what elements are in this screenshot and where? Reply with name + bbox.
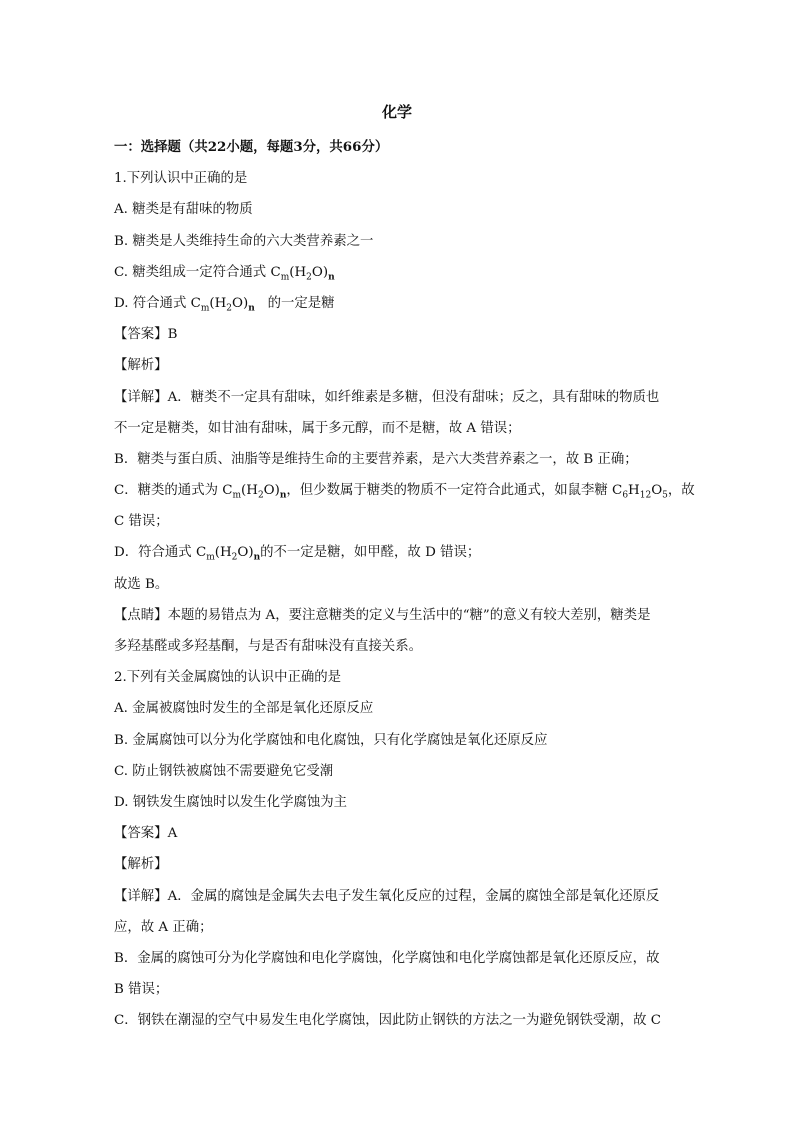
formula-sub-5: 5 [662, 490, 668, 501]
q2-option-b: B. 金属腐蚀可以分为化学腐蚀和电化腐蚀，只有化学腐蚀是氧化还原反应 [114, 732, 548, 748]
q1-option-c-text: C. 糖类组成一定符合通式 C [114, 264, 281, 280]
q2-detail-b-line1: B．金属的腐蚀可分为化学腐蚀和电化学腐蚀，化学腐蚀和电化学腐蚀都是氧化还原反应，故 [114, 950, 660, 966]
q1-detail-a-line2: 不一定是糖类，如甘油有甜味，属于多元醇，而不是糖，故 A 错误； [114, 420, 521, 436]
formula-o: O) [232, 295, 249, 311]
formula-sub-m: m [200, 303, 210, 314]
q1-conclusion: 故选 B。 [114, 576, 169, 592]
formula-h: H [628, 483, 640, 499]
q1-detail-c-line2: C 错误； [114, 514, 169, 530]
answer-value: B [167, 327, 178, 343]
formula-sub-12: 12 [639, 490, 652, 501]
q2-option-a: A. 金属被腐蚀时发生的全部是氧化还原反应 [114, 701, 374, 717]
formula-sub-n: n [328, 272, 335, 283]
q2-detail-b-line2: B 错误； [114, 982, 169, 998]
formula-sub-6: 6 [622, 490, 629, 501]
formula-sub-2: 2 [257, 490, 264, 501]
formula-sub-m: m [232, 490, 242, 501]
q2-detail-c-line1: C．钢铁在潮湿的空气中易发生电化学腐蚀，因此防止钢铁的方法之一为避免钢铁受潮，故 C [114, 1013, 661, 1029]
formula-sub-n: n [253, 553, 261, 564]
detail-text: C．糖类的通式为 C [114, 483, 233, 499]
q1-detail-b: B．糖类与蛋白质、油脂等是维持生命的主要营养素，是六大类营养素之一，故 B 正确； [114, 451, 638, 467]
formula-sub-2: 2 [226, 303, 233, 314]
q1-option-d-suffix: 的一定是糖 [267, 295, 335, 311]
formula-sub-2: 2 [231, 553, 238, 564]
formula-h: (H [209, 295, 227, 311]
formula-o: O) [263, 483, 280, 499]
detail-label: 【详解】 [114, 389, 168, 405]
formula-o: O) [311, 264, 329, 280]
formula-sub-m: m [206, 553, 215, 564]
section-heading: 一：选择题（共22小题，每题3分，共66分） [114, 139, 389, 155]
q1-detail-d [114, 537, 684, 568]
detail-text: 的不一定是糖，如甲醛，故 D 错误； [260, 545, 481, 561]
q1-option-d-text: D. 符合通式 C [114, 295, 201, 311]
answer-label: 【答案】 [114, 327, 168, 343]
formula-h: (H [289, 264, 307, 280]
formula-sub-n: n [279, 490, 287, 501]
q1-answer [114, 319, 684, 350]
q2-answer [114, 818, 684, 849]
document-body [114, 132, 695, 1036]
q2-option-d: D. 钢铁发生腐蚀时以发生化学腐蚀为主 [114, 794, 348, 810]
q1-option-a: A. 糖类是有甜味的物质 [114, 202, 253, 218]
q2-option-c: C. 防止钢铁被腐蚀不需要避免它受潮 [114, 763, 334, 779]
q1-tip-line2: 多羟基醛或多羟基酮，与是否有甜味没有直接关系。 [114, 639, 422, 654]
formula-h: (H [214, 545, 232, 561]
q1-tip-line1 [114, 600, 684, 631]
detail-text: ，故 [667, 483, 695, 499]
formula-h: (H [241, 483, 258, 499]
q2-detail-a-line1 [114, 881, 684, 912]
formula-sub-m: m [280, 272, 290, 283]
formula-o: O) [237, 545, 254, 561]
q1-analysis-label: 【解析】 [114, 358, 168, 374]
detail-text: D．符合通式 C [114, 545, 207, 561]
q1-stem: 1.下列认识中正确的是 [114, 171, 248, 187]
q2-detail-a-line2: 应，故 A 正确； [114, 919, 213, 935]
detail-label: 【详解】 [114, 888, 168, 904]
formula-o: O [651, 483, 663, 499]
detail-text: A．金属的腐蚀是金属失去电子发生氧化反应的过程，金属的腐蚀全部是氧化还原反 [167, 888, 660, 904]
tip-text: 本题的易错点为 A，要注意糖类的定义与生活中的“糖”的意义有较大差别，糖类是 [167, 607, 651, 623]
tip-label: 【点睛】 [114, 607, 168, 623]
answer-label: 【答案】 [114, 826, 168, 842]
detail-text: ，但少数属于糖类的物质不一定符合此通式，如鼠李糖 C [286, 483, 623, 499]
q1-option-c [114, 257, 684, 288]
detail-text: A．糖类不一定具有甜味，如纤维素是多糖，但没有甜味；反之，具有甜味的物质也 [167, 389, 660, 405]
q2-analysis-label: 【解析】 [114, 857, 168, 873]
answer-value: A [167, 826, 178, 842]
q2-stem: 2.下列有关金属腐蚀的认识中正确的是 [114, 670, 342, 686]
q1-option-d [114, 288, 684, 319]
q1-detail-a-line1 [114, 382, 684, 413]
formula-sub-n: n [248, 303, 255, 314]
q1-option-b: B. 糖类是人类维持生命的六大类营养素之一 [114, 233, 374, 249]
q1-detail-c-line1 [114, 475, 695, 506]
formula-sub-2: 2 [306, 272, 312, 283]
page-title: 化学 [381, 103, 412, 121]
